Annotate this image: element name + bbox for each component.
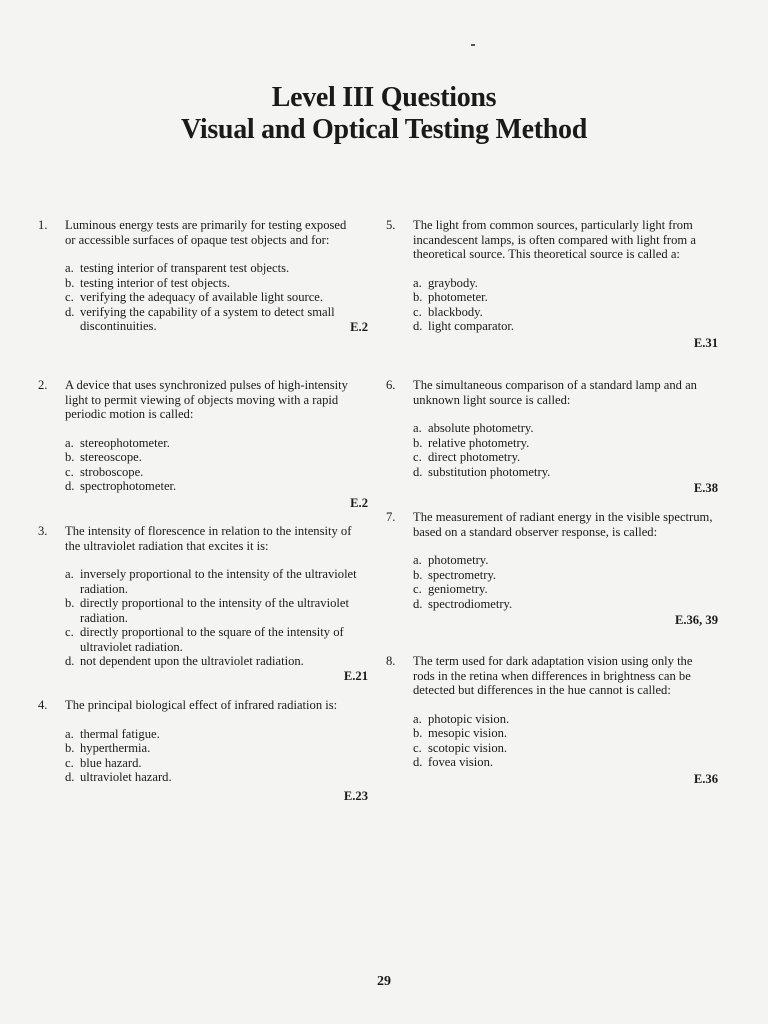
option-text: verifying the adequacy of available light source.: [80, 290, 324, 304]
option-text: spectrophotometer.: [80, 479, 177, 493]
answer-options: [65, 567, 365, 669]
option-text: directly proportional to the intensity of the ultraviolet radiation.: [80, 596, 349, 625]
option-b: [65, 741, 368, 756]
option-b: [65, 276, 368, 291]
question-stem: The measurement of radiant energy in the visible spectrum, based on a standard observer response, is called:: [413, 510, 713, 539]
answer-options: [413, 553, 718, 611]
option-d: [413, 465, 718, 480]
option-a: [65, 261, 368, 276]
option-a: [413, 553, 718, 568]
option-letter: a.: [65, 261, 74, 275]
question-stem: Luminous energy tests are primarily for testing exposed or accessible surfaces of opaque test objects and for:: [65, 218, 347, 247]
option-b: [413, 726, 718, 741]
option-d: [65, 654, 365, 669]
question-number: 8.: [386, 654, 396, 668]
option-b: [413, 568, 718, 583]
option-letter: a.: [65, 726, 74, 741]
option-letter: b.: [65, 596, 75, 610]
option-text: spectrometry.: [428, 567, 497, 582]
option-text: testing interior of test objects.: [80, 275, 231, 290]
option-text: scotopic vision.: [428, 740, 508, 755]
option-a: [65, 436, 368, 451]
question-number: 3.: [38, 524, 48, 538]
option-letter: d.: [65, 654, 75, 668]
question-1: [38, 218, 368, 334]
option-c: [413, 741, 718, 756]
option-d: [65, 479, 368, 494]
option-c: [413, 450, 718, 465]
option-text: stroboscope.: [80, 464, 144, 479]
option-d: [65, 305, 370, 334]
question-stem: The simultaneous comparison of a standard lamp and an unknown light source is called:: [413, 378, 697, 407]
option-text: not dependent upon the ultraviolet radiation.: [80, 654, 304, 668]
option-b: [65, 596, 365, 625]
option-d: [413, 597, 718, 612]
option-letter: c.: [65, 464, 74, 479]
question-number: 4.: [38, 698, 48, 712]
reference-code: E.36, 39: [674, 613, 718, 627]
option-letter: d.: [65, 770, 75, 784]
question-8: [386, 654, 718, 786]
option-letter: a.: [413, 421, 422, 435]
question-6: [386, 378, 718, 496]
question-3: [38, 524, 368, 683]
option-letter: a.: [413, 553, 422, 567]
reference-code: E.21: [343, 668, 368, 683]
reference-code: E.2: [350, 319, 368, 334]
answer-options: [65, 436, 368, 494]
question-stem: The term used for dark adaptation vision using only the rods in the retina when differences in brightness can be detected but differences in the hue cannot is called:: [413, 654, 693, 697]
option-c: [65, 756, 368, 771]
option-text: thermal fatigue.: [80, 726, 160, 741]
option-text: photometer.: [428, 290, 488, 304]
question-number: 7.: [386, 510, 396, 524]
answer-options: [413, 421, 718, 479]
question-number: 1.: [38, 218, 48, 232]
option-text: mesopic vision.: [428, 726, 508, 740]
option-letter: c.: [413, 582, 422, 596]
option-text: direct photometry.: [428, 450, 521, 464]
option-text: spectrodiometry.: [428, 596, 513, 611]
option-text: directly proportional to the square of the intensity of ultraviolet radiation.: [80, 625, 344, 654]
option-c: [65, 465, 368, 480]
option-letter: c.: [413, 304, 422, 319]
reference-code: E.38: [693, 481, 718, 495]
question-7: [386, 510, 718, 628]
option-d: [413, 755, 718, 770]
option-text: verifying the capability of a system to detect small discontinuities.: [80, 304, 335, 333]
option-letter: b.: [65, 275, 75, 290]
option-b: [413, 436, 718, 451]
option-c: [413, 582, 718, 597]
page-title: [0, 82, 768, 146]
option-text: inversely proportional to the intensity of the ultraviolet radiation.: [80, 567, 357, 596]
option-text: substitution photometry.: [428, 464, 551, 479]
option-letter: b.: [413, 567, 423, 582]
option-text: photopic vision.: [428, 711, 510, 726]
option-text: fovea vision.: [428, 755, 494, 769]
option-text: stereoscope.: [80, 450, 142, 464]
question-stem: The principal biological effect of infrared radiation is:: [65, 698, 338, 712]
question-2: [38, 378, 368, 510]
option-a: [413, 421, 718, 436]
question-5: [386, 218, 718, 350]
option-text: testing interior of transparent test objects.: [80, 261, 290, 275]
answer-options: [413, 276, 718, 334]
answer-options: [65, 727, 368, 785]
option-letter: a.: [65, 567, 74, 581]
question-number: 5.: [386, 218, 396, 232]
question-stem: The light from common sources, particularly light from incandescent lamps, is often compared with light from a theoretical source. This theoretical source is called a:: [413, 218, 696, 261]
option-letter: d.: [413, 755, 423, 769]
option-letter: d.: [65, 304, 75, 319]
scan-speck: [471, 44, 475, 46]
question-stem: The intensity of florescence in relation to the intensity of the ultraviolet radiation that excites it is:: [65, 524, 352, 553]
option-text: graybody.: [428, 275, 478, 290]
answer-options: [413, 712, 718, 770]
option-a: [65, 727, 368, 742]
option-text: photometry.: [428, 553, 489, 567]
answer-options: [65, 261, 368, 334]
option-d: [413, 319, 718, 334]
question-4: [38, 698, 368, 803]
option-letter: c.: [413, 450, 422, 464]
question-number: 6.: [386, 378, 396, 392]
option-text: ultraviolet hazard.: [80, 770, 172, 784]
option-letter: c.: [65, 625, 74, 639]
option-text: stereophotometer.: [80, 435, 170, 450]
option-letter: c.: [65, 755, 74, 770]
option-text: relative photometry.: [428, 435, 530, 450]
title-line-2: Visual and Optical Testing Method: [180, 114, 588, 145]
option-letter: d.: [65, 479, 75, 493]
question-number: 2.: [38, 378, 48, 392]
option-letter: c.: [65, 290, 74, 304]
question-stem: A device that uses synchronized pulses of high-intensity light to permit viewing of objects moving with a rapid periodic motion is called:: [65, 378, 348, 421]
reference-code: E.36: [693, 771, 718, 786]
option-letter: b.: [65, 741, 75, 755]
option-a: [413, 712, 718, 727]
page-number: 29: [377, 974, 391, 989]
option-text: absolute photometry.: [428, 421, 534, 435]
option-letter: a.: [413, 275, 422, 290]
title-line-1: Level III Questions: [271, 82, 497, 113]
reference-code: E.2: [350, 495, 368, 510]
option-d: [65, 770, 368, 785]
option-letter: d.: [413, 319, 423, 333]
option-letter: b.: [65, 450, 75, 464]
reference-code: E.31: [693, 335, 718, 350]
option-letter: a.: [413, 711, 422, 726]
option-b: [65, 450, 368, 465]
option-text: geniometry.: [428, 582, 488, 596]
option-letter: a.: [65, 435, 74, 450]
option-text: blackbody.: [428, 304, 483, 319]
option-letter: b.: [413, 290, 423, 304]
option-c: [413, 305, 718, 320]
option-c: [65, 625, 365, 654]
option-text: light comparator.: [428, 319, 515, 333]
option-letter: d.: [413, 596, 423, 611]
option-letter: d.: [413, 464, 423, 479]
option-a: [65, 567, 365, 596]
option-a: [413, 276, 718, 291]
option-letter: b.: [413, 435, 423, 450]
option-c: [65, 290, 368, 305]
option-b: [413, 290, 718, 305]
option-letter: b.: [413, 726, 423, 740]
reference-code: E.23: [343, 788, 368, 803]
option-text: hyperthermia.: [80, 741, 151, 755]
option-text: blue hazard.: [80, 755, 142, 770]
option-letter: c.: [413, 740, 422, 755]
